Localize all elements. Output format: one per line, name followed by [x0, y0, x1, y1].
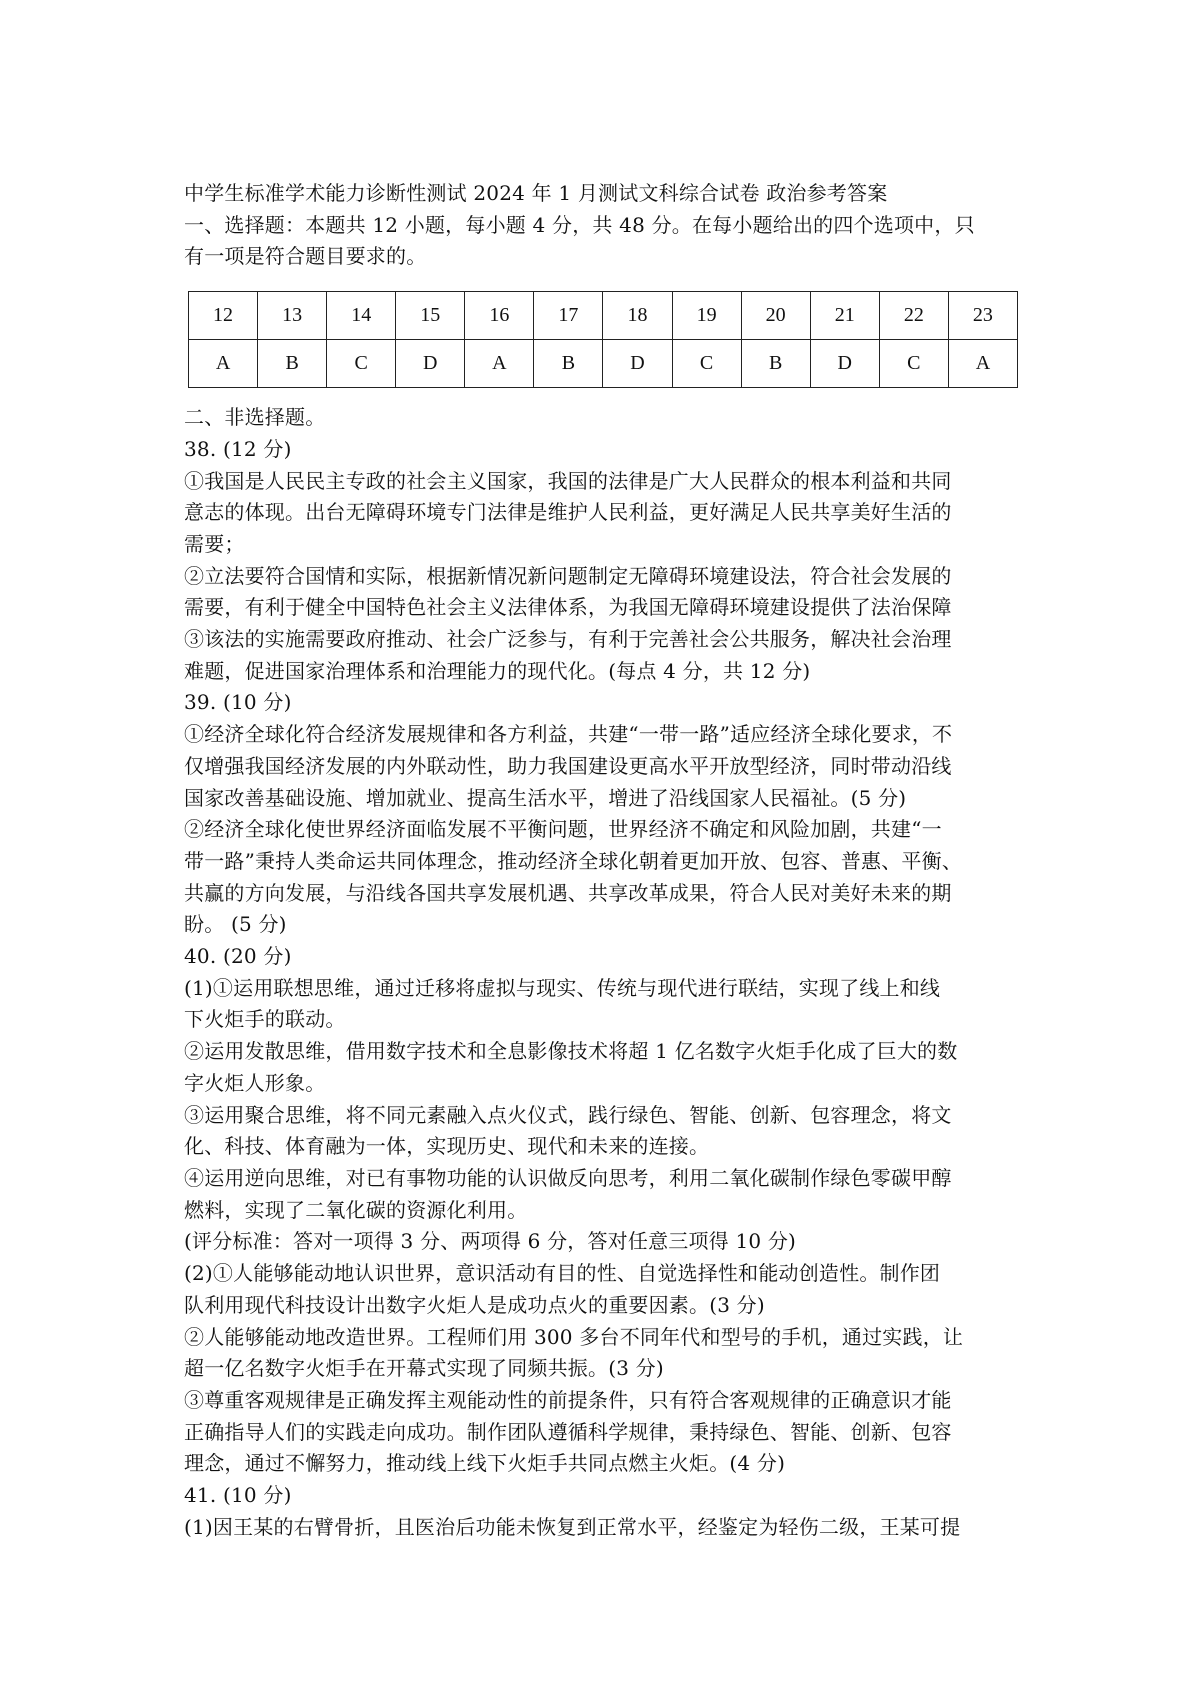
answer-text-line: ②人能够能动地改造世界。工程师们用 300 多台不同年代和型号的手机，通过实践，让	[184, 1324, 964, 1349]
answer-text-line: ④运用逆向思维，对已有事物功能的认识做反向思考，利用二氧化碳制作绿色零碳甲醇	[184, 1165, 952, 1190]
answer-text-line: 意志的体现。出台无障碍环境专门法律是维护人民利益，更好满足人民共享美好生活的	[184, 500, 952, 525]
question-number-cell: 13	[258, 292, 327, 340]
answer-table	[188, 291, 1018, 388]
answer-text-line: 共赢的方向发展，与沿线各国共享发展机遇、共享改革成果，符合人民对美好未来的期	[184, 880, 952, 905]
answer-cell: D	[810, 340, 879, 388]
answer-text-line: 盼。 (5 分)	[184, 912, 287, 937]
question-number-cell: 22	[879, 292, 948, 340]
section1-instruction-line-2: 有一项是符合题目要求的。	[184, 244, 427, 269]
answer-cell: D	[396, 340, 465, 388]
answer-text-line: ①我国是人民民主专政的社会主义国家，我国的法律是广大人民群众的根本利益和共同	[184, 468, 952, 493]
answer-text-line: (1)因王某的右臂骨折，且医治后功能未恢复到正常水平，经鉴定为轻伤二级，王某可提	[184, 1514, 961, 1539]
question-number-cell: 18	[603, 292, 672, 340]
answer-text-line: ②运用发散思维，借用数字技术和全息影像技术将超 1 亿名数字火炬手化成了巨大的数	[184, 1039, 958, 1064]
answer-cell: A	[189, 340, 258, 388]
question-number-row	[189, 292, 1018, 340]
question-40-heading: 40. (20 分)	[184, 944, 292, 969]
answer-text-line: 超一亿名数字火炬手在开幕式实现了同频共振。(3 分)	[184, 1356, 664, 1381]
question-number-cell: 20	[741, 292, 810, 340]
question-number-cell: 23	[948, 292, 1017, 340]
answer-cell: C	[672, 340, 741, 388]
answer-text-line: (1)①运用联想思维，通过迁移将虚拟与现实、传统与现代进行联结，实现了线上和线	[184, 975, 941, 1000]
answer-text-line: 仅增强我国经济发展的内外联动性，助力我国建设更高水平开放型经济，同时带动沿线	[184, 753, 952, 778]
answer-text-line: 国家改善基础设施、增加就业、提高生活水平，增进了沿线国家人民福祉。(5 分)	[184, 785, 907, 810]
question-39-heading: 39. (10 分)	[184, 690, 292, 715]
answer-text-line: 需要；	[184, 531, 245, 556]
answer-text-line: 燃料，实现了二氧化碳的资源化利用。	[184, 1197, 528, 1222]
answer-text-line: ①经济全球化符合经济发展规律和各方利益，共建“一带一路”适应经济全球化要求，不	[184, 722, 953, 747]
answer-text-line: 需要，有利于健全中国特色社会主义法律体系，为我国无障碍环境建设提供了法治保障	[184, 595, 952, 620]
answer-text-line: 难题，促进国家治理体系和治理能力的现代化。(每点 4 分，共 12 分)	[184, 658, 811, 683]
answer-cell: C	[327, 340, 396, 388]
answer-text-line: ③运用聚合思维，将不同元素融入点火仪式，践行绿色、智能、创新、包容理念，将文	[184, 1102, 952, 1127]
answer-text-line: (2)①人能够能动地认识世界，意识活动有目的性、自觉选择性和能动创造性。制作团	[184, 1261, 941, 1286]
question-number-cell: 17	[534, 292, 603, 340]
answer-text-line: 字火炬人形象。	[184, 1070, 326, 1095]
question-number-cell: 14	[327, 292, 396, 340]
answer-text-line: 带一路”秉持人类命运共同体理念，推动经济全球化朝着更加开放、包容、普惠、平衡、	[184, 848, 963, 873]
answer-cell: A	[465, 340, 534, 388]
question-41-heading: 41. (10 分)	[184, 1483, 292, 1508]
question-number-cell: 16	[465, 292, 534, 340]
answer-text-line: ③该法的实施需要政府推动、社会广泛参与，有利于完善社会公共服务，解决社会治理	[184, 627, 952, 652]
question-number-cell: 15	[396, 292, 465, 340]
question-number-cell: 19	[672, 292, 741, 340]
section2-body	[184, 402, 1034, 1543]
answer-cell: B	[741, 340, 810, 388]
answer-cell: B	[534, 340, 603, 388]
answer-text-line: ②经济全球化使世界经济面临发展不平衡问题，世界经济不确定和风险加剧，共建“一	[184, 817, 942, 842]
answer-text-line: 化、科技、体育融为一体，实现历史、现代和未来的连接。	[184, 1134, 710, 1159]
answer-text-line: 正确指导人们的实践走向成功。制作团队遵循科学规律，秉持绿色、智能、创新、包容	[184, 1419, 952, 1444]
answer-cell: C	[879, 340, 948, 388]
answer-text-line: ②立法要符合国情和实际，根据新情况新问题制定无障碍环境建设法，符合社会发展的	[184, 563, 952, 588]
answer-text-line: ③尊重客观规律是正确发挥主观能动性的前提条件，只有符合客观规律的正确意识才能	[184, 1387, 952, 1412]
question-number-cell: 21	[810, 292, 879, 340]
answer-cell: D	[603, 340, 672, 388]
question-38-heading: 38. (12 分)	[184, 436, 292, 461]
section2-heading: 二、非选择题。	[184, 405, 326, 430]
answer-sheet-page	[184, 178, 1034, 1543]
question-number-cell: 12	[189, 292, 258, 340]
answer-text-line: 队利用现代科技设计出数字火炬人是成功点火的重要因素。(3 分)	[184, 1292, 765, 1317]
answer-cell: A	[948, 340, 1017, 388]
answer-text-line: 理念，通过不懈努力，推动线上线下火炬手共同点燃主火炬。(4 分)	[184, 1451, 786, 1476]
answer-cell: B	[258, 340, 327, 388]
document-title: 中学生标准学术能力诊断性测试 2024 年 1 月测试文科综合试卷 政治参考答案	[184, 181, 888, 205]
answer-row	[189, 340, 1018, 388]
answer-text-line: 下火炬手的联动。	[184, 1007, 346, 1032]
scoring-standard-line: (评分标准：答对一项得 3 分、两项得 6 分，答对任意三项得 10 分)	[184, 1229, 797, 1254]
section1-instruction-line-1: 一、选择题：本题共 12 小题，每小题 4 分，共 48 分。在每小题给出的四个选项中，只	[184, 212, 975, 237]
